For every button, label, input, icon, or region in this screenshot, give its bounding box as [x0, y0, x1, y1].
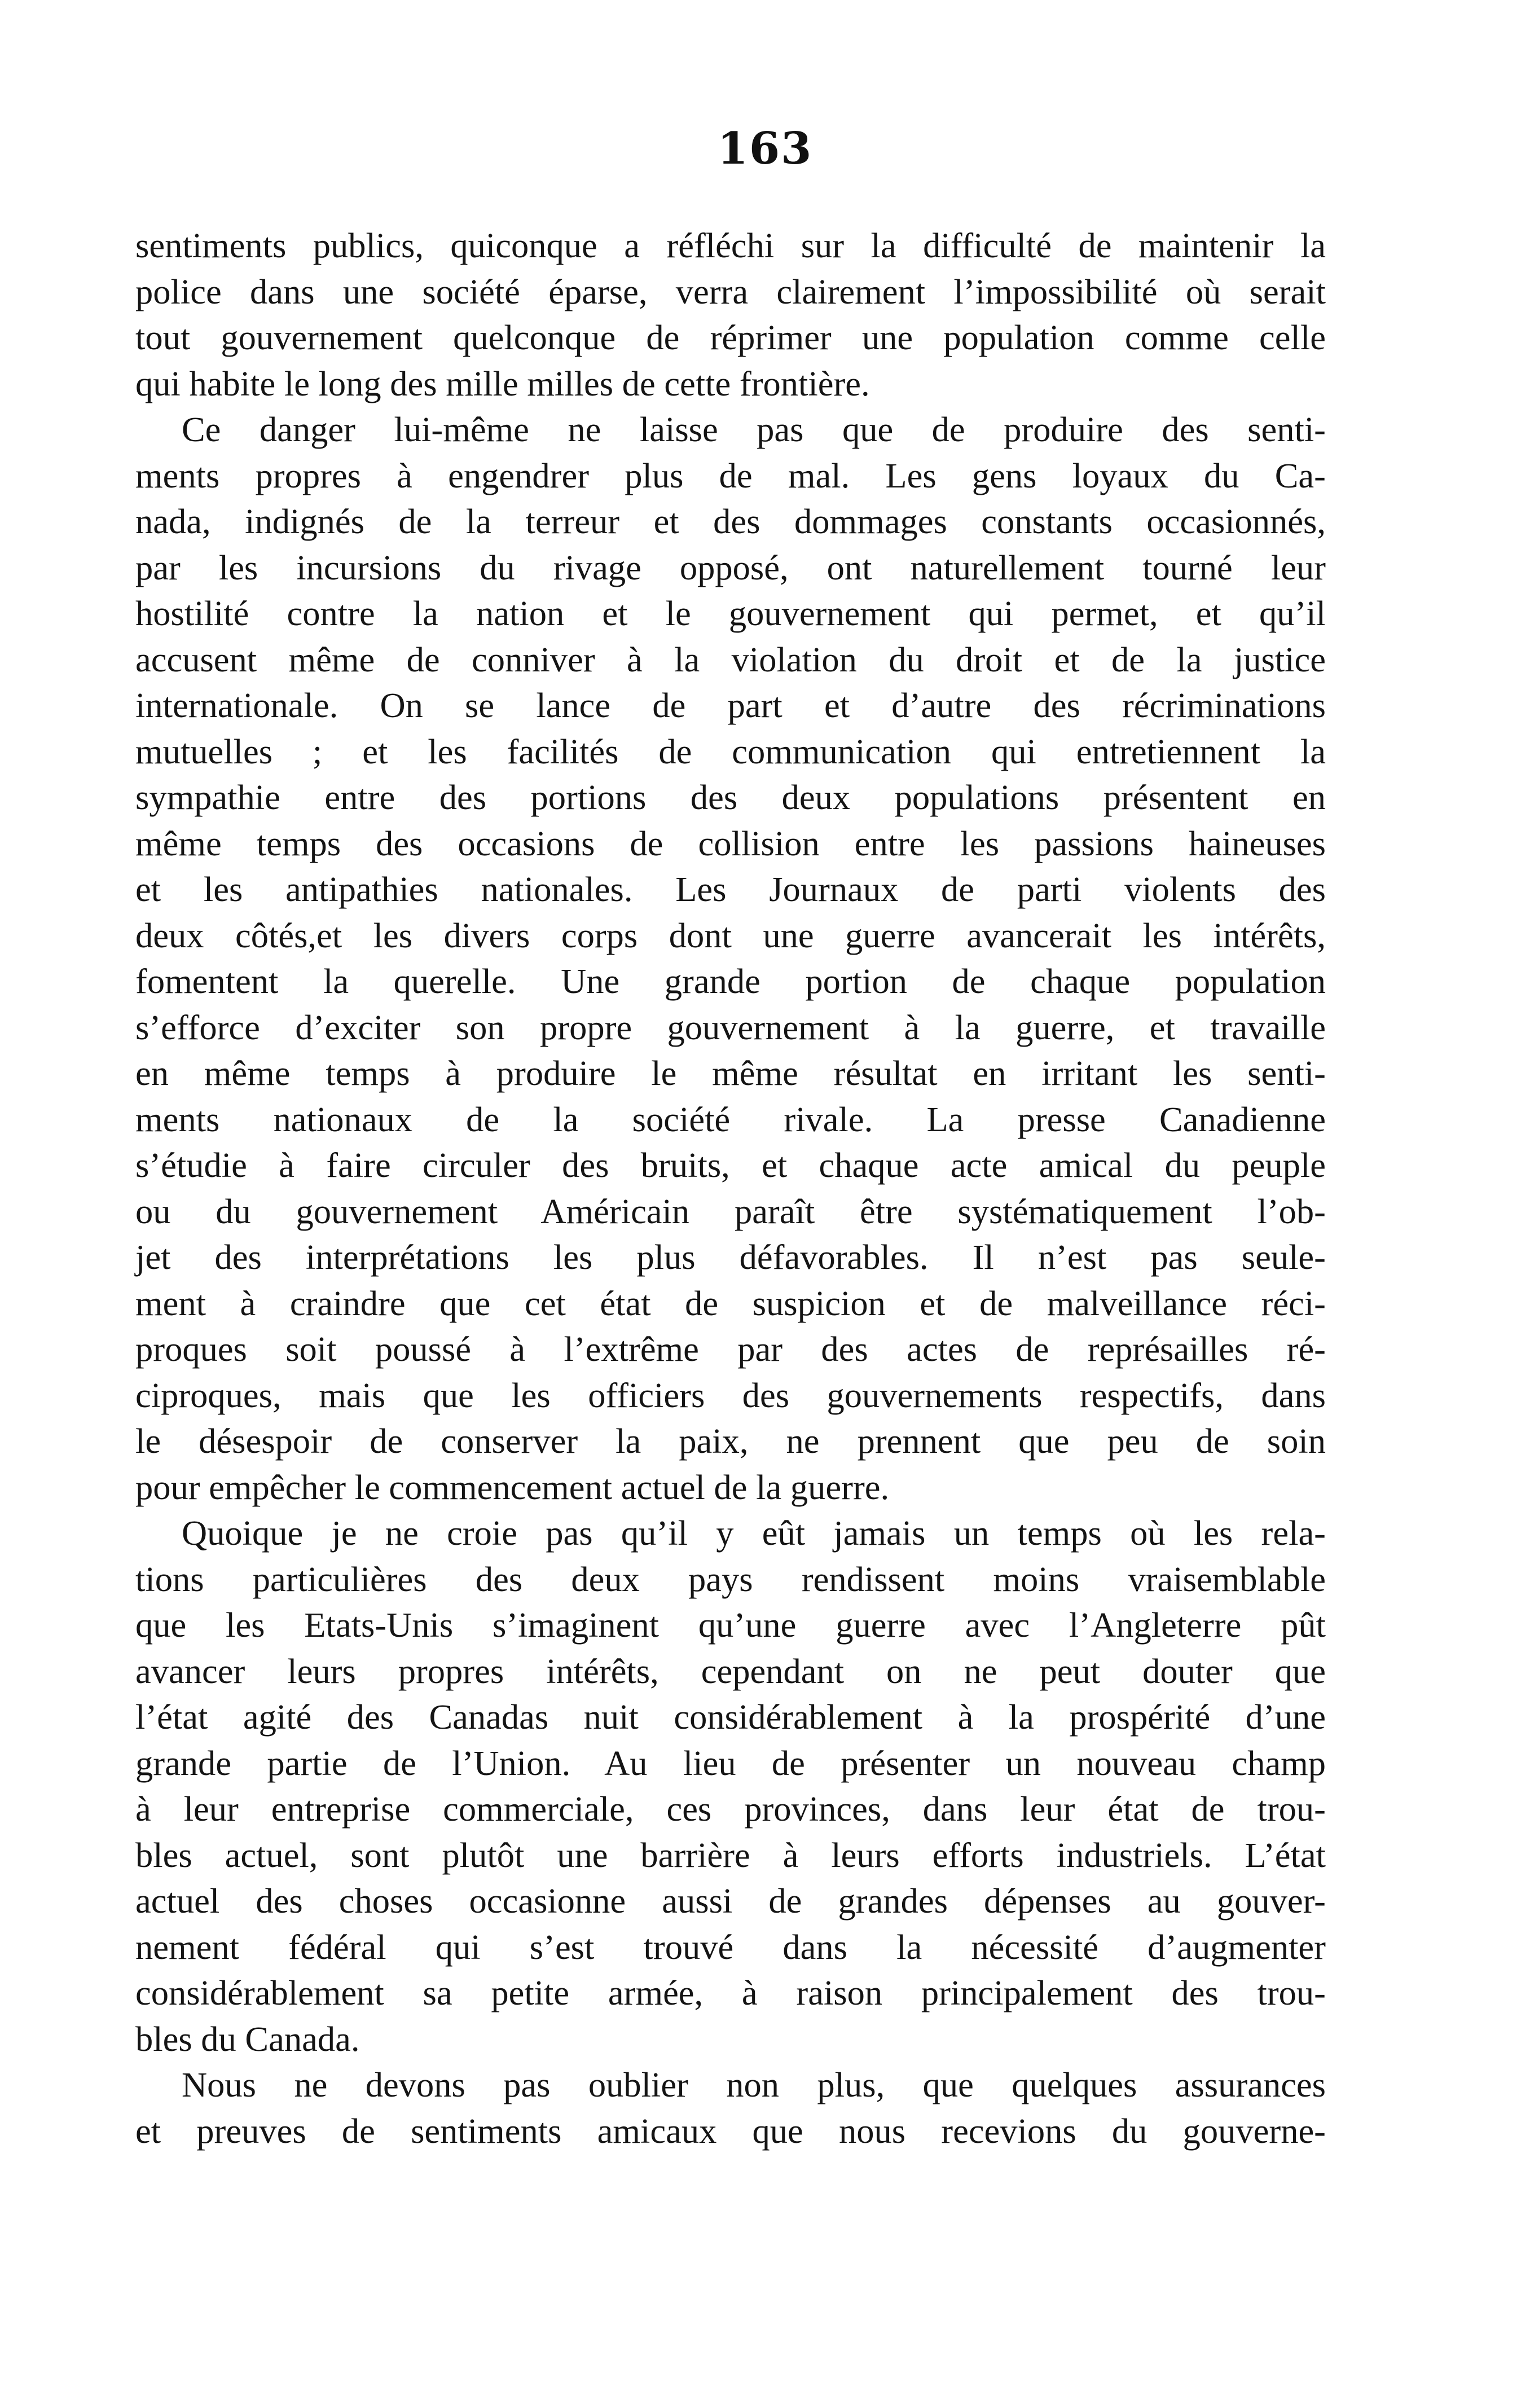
- text-line: en même temps à produire le même résultat en irritant les senti-: [135, 1053, 1326, 1093]
- text-line: grande partie de l’Union. Au lieu de présenter un nouveau champ: [135, 1743, 1326, 1783]
- text-line: deux côtés,et les divers corps dont une guerre avancerait les intérêts,: [135, 915, 1326, 955]
- text-line: Quoique je ne croie pas qu’il y eût jamais un temps où les rela-: [182, 1513, 1326, 1553]
- paragraph: [135, 1510, 1326, 2062]
- text-line: ments nationaux de la société rivale. La presse Canadienne: [135, 1099, 1326, 1139]
- text-line: sympathie entre des portions des deux populations présentent en: [135, 777, 1326, 817]
- text-line: considérablement sa petite armée, à raison principalement des trou-: [135, 1973, 1326, 2012]
- text-line: Ce danger lui-même ne laisse pas que de produire des senti-: [182, 410, 1326, 449]
- text-line: jet des interprétations les plus défavorables. Il n’est pas seule-: [135, 1237, 1326, 1277]
- text-line: ment à craindre que cet état de suspicion et de malveillance réci-: [135, 1283, 1326, 1323]
- text-line: que les Etats-Unis s’imaginent qu’une guerre avec l’Angleterre pût: [135, 1605, 1326, 1645]
- text-line: ments propres à engendrer plus de mal. Les gens loyaux du Ca-: [135, 455, 1326, 495]
- text-line: internationale. On se lance de part et d’autre des récriminations: [135, 686, 1326, 725]
- text-line: et les antipathies nationales. Les Journaux de parti violents des: [135, 869, 1326, 909]
- text-line: avancer leurs propres intérêts, cependant on ne peut douter que: [135, 1651, 1326, 1691]
- text-line: et preuves de sentiments amicaux que nous recevions du gouverne-: [135, 2111, 1326, 2151]
- text-line: accusent même de conniver à la violation du droit et de la justice: [135, 639, 1326, 679]
- text-line: nada, indignés de la terreur et des dommages constants occasionnés,: [135, 502, 1326, 541]
- page-number: 163: [717, 123, 813, 174]
- text-line: s’étudie à faire circuler des bruits, et chaque acte amical du peuple: [135, 1145, 1326, 1185]
- text-line: nement fédéral qui s’est trouvé dans la nécessité d’augmenter: [135, 1927, 1326, 1967]
- paragraph: [135, 2062, 1326, 2154]
- text-line: tout gouvernement quelconque de réprimer une population comme celle: [135, 318, 1326, 357]
- body-text: [135, 223, 1326, 2154]
- text-line: hostilité contre la nation et le gouvernement qui permet, et qu’il: [135, 594, 1326, 633]
- text-line: mutuelles ; et les facilités de communication qui entretiennent la: [135, 731, 1326, 771]
- text-line: même temps des occasions de collision entre les passions haineuses: [135, 823, 1326, 863]
- text-line: Nous ne devons pas oublier non plus, que quelques assurances: [182, 2065, 1326, 2104]
- text-line: l’état agité des Canadas nuit considérablement à la prospérité d’une: [135, 1697, 1326, 1737]
- text-line: pour empêcher le commencement actuel de la guerre.: [135, 1467, 890, 1507]
- text-line: ciproques, mais que les officiers des gouvernements respectifs, dans: [135, 1375, 1326, 1415]
- text-line: proques soit poussé à l’extrême par des actes de représailles ré-: [135, 1329, 1326, 1369]
- text-line: tions particulières des deux pays rendissent moins vraisemblable: [135, 1559, 1326, 1599]
- text-line: qui habite le long des mille milles de cette frontière.: [135, 363, 870, 403]
- text-line: bles du Canada.: [135, 2019, 360, 2059]
- text-line: à leur entreprise commerciale, ces provinces, dans leur état de trou-: [135, 1789, 1326, 1829]
- paragraph: [135, 407, 1326, 1510]
- text-line: ou du gouvernement Américain paraît être systématiquement l’ob-: [135, 1191, 1326, 1231]
- text-line: le désespoir de conserver la paix, ne prennent que peu de soin: [135, 1421, 1326, 1461]
- text-line: s’efforce d’exciter son propre gouvernement à la guerre, et travaille: [135, 1007, 1326, 1047]
- paragraph: [135, 223, 1326, 407]
- text-line: fomentent la querelle. Une grande portion de chaque population: [135, 961, 1326, 1001]
- text-line: actuel des choses occasionne aussi de grandes dépenses au gouver-: [135, 1881, 1326, 1921]
- text-line: sentiments publics, quiconque a réfléchi sur la difficulté de maintenir la: [135, 226, 1326, 265]
- text-line: police dans une société éparse, verra clairement l’impossibilité où serait: [135, 271, 1326, 311]
- text-line: bles actuel, sont plutôt une barrière à leurs efforts industriels. L’état: [135, 1835, 1326, 1875]
- text-line: par les incursions du rivage opposé, ont naturellement tourné leur: [135, 547, 1326, 587]
